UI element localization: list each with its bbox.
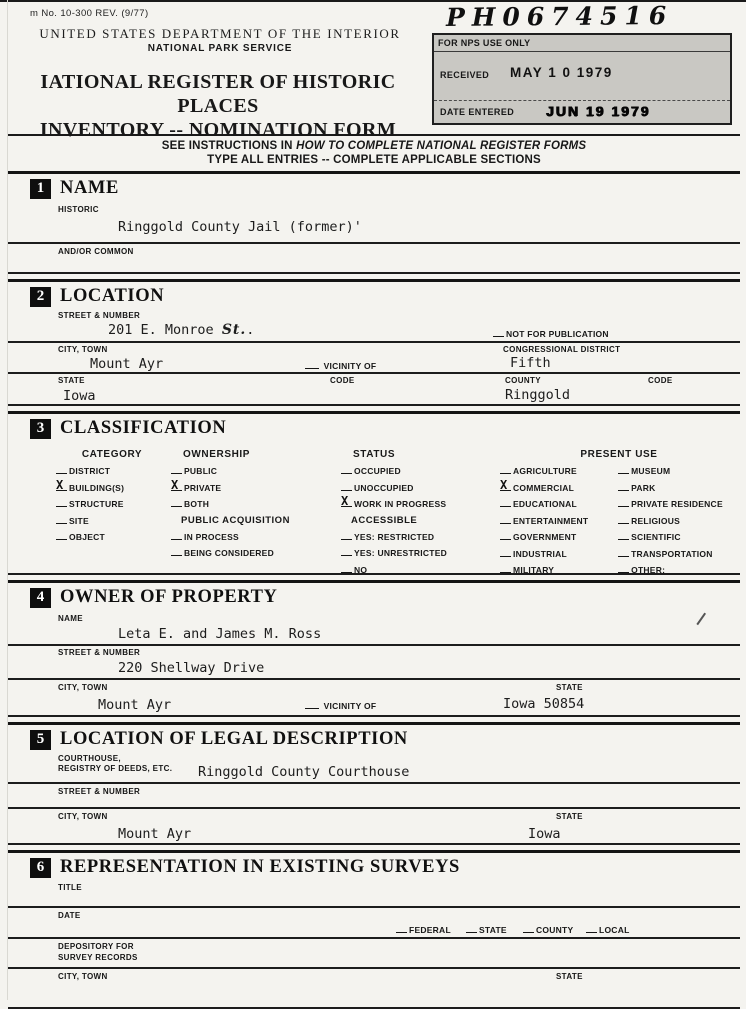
common-name-label: AND/OR COMMON (58, 247, 134, 256)
checkbox-no: NO (341, 564, 491, 575)
checkbox-agriculture: AGRICULTURE (500, 465, 610, 476)
state-value: Iowa (63, 388, 96, 404)
public-acquisition-header: PUBLIC ACQUISITION (181, 514, 290, 526)
checkbox-transportation: TRANSPORTATION (618, 548, 738, 559)
present-use-header: PRESENT USE (580, 449, 658, 460)
section-classification-header (8, 411, 740, 441)
depository-label-line1: DEPOSITORY FOR (58, 942, 134, 951)
city-row (8, 343, 740, 374)
ownership-header: OWNERSHIP (183, 449, 251, 460)
section-number-badge: 5 (30, 730, 51, 750)
section-location-header (8, 279, 740, 309)
owner-name-value: Leta E. and James M. Ross (118, 626, 322, 642)
survey-title-row (8, 880, 740, 908)
city-value: Mount Ayr (90, 356, 164, 372)
vicinity-checkbox: VICINITY OF (305, 360, 376, 371)
checkbox-military: MILITARY (500, 564, 610, 575)
checkbox-both: BOTH (171, 498, 331, 509)
owner-city-row (8, 680, 740, 717)
owner-street-value: 220 Shellway Drive (118, 660, 265, 676)
handwritten-street-suffix: St. (221, 322, 247, 338)
owner-city-label: CITY, TOWN (58, 683, 108, 692)
form-header (8, 0, 740, 141)
status-column (341, 449, 491, 580)
checkbox-being-considered: BEING CONSIDERED (171, 547, 331, 558)
owner-name-label: NAME (58, 614, 83, 623)
form-number: m No. 10-300 REV. (9/77) (30, 8, 149, 19)
section-number-badge: 2 (30, 287, 51, 307)
section-legal-header (8, 722, 740, 752)
received-label: RECEIVED (440, 70, 490, 80)
checkbox-religious: RELIGIOUS (618, 515, 738, 526)
section-legal-description (8, 722, 740, 845)
survey-city-row (8, 969, 740, 1009)
county-label: COUNTY (505, 376, 541, 385)
checkbox-private: X PRIVATE (171, 477, 222, 493)
entered-date-stamp: JUN 19 1979 (546, 103, 651, 119)
street-row (8, 309, 740, 343)
section-number-badge: 3 (30, 419, 51, 439)
checkbox-yes-restricted: YES: RESTRICTED (341, 531, 491, 542)
legal-street-label: STREET & NUMBER (58, 787, 141, 796)
section-title: OWNER OF PROPERTY (60, 587, 278, 607)
owner-state-value: Iowa 50854 (503, 696, 585, 712)
form-title (0, 70, 438, 142)
checkbox-public: PUBLIC (171, 465, 331, 476)
checkbox-state: STATE (466, 924, 507, 935)
nps-use-only-box (432, 33, 732, 125)
section-surveys-header (8, 850, 740, 880)
nomination-form-document (8, 0, 740, 1009)
section-number-badge: 1 (30, 179, 51, 199)
checkbox-district: DISTRICT (56, 465, 168, 476)
owner-city-value: Mount Ayr (98, 697, 172, 713)
code-label: CODE (330, 376, 355, 385)
form-title-line1: IATIONAL REGISTER OF HISTORIC PLACES (40, 71, 396, 117)
checkbox-industrial: INDUSTRIAL (500, 548, 610, 559)
state-county-row (8, 374, 740, 406)
department-line: UNITED STATES DEPARTMENT OF THE INTERIOR (39, 26, 401, 41)
historic-label: HISTORIC (58, 205, 99, 214)
instructions-manual-title: HOW TO COMPLETE NATIONAL REGISTER FORMS (296, 140, 587, 152)
legal-city-label: CITY, TOWN (58, 812, 108, 821)
courthouse-label-line2: REGISTRY OF DEEDS, ETC. (58, 764, 173, 773)
checkbox-work-in-progress: X WORK IN PROGRESS (341, 494, 447, 509)
state-label: STATE (58, 376, 85, 385)
section-owner (8, 580, 740, 717)
checkbox-park: PARK (618, 482, 738, 493)
present-use-subcolumn-1 (500, 465, 610, 581)
congressional-district-label: CONGRESSIONAL DISTRICT (503, 345, 621, 354)
courthouse-label-line1: COURTHOUSE, (58, 754, 121, 763)
legal-state-value: Iowa (528, 826, 561, 842)
survey-date-row (8, 908, 740, 939)
checkbox-object: OBJECT (56, 531, 168, 542)
courthouse-value: Ringgold County Courthouse (198, 764, 410, 780)
street-label: STREET & NUMBER (58, 311, 141, 320)
handwritten-mark (696, 613, 705, 625)
checkbox-other: OTHER: (618, 564, 738, 575)
nps-box-divider-dashed (434, 100, 730, 101)
present-use-column (500, 449, 738, 581)
owner-state-label: STATE (556, 683, 583, 692)
owner-name-row (8, 610, 740, 646)
section-name-header (8, 174, 740, 201)
category-header: CATEGORY (81, 449, 143, 460)
owner-street-label: STREET & NUMBER (58, 648, 141, 657)
section-title: REPRESENTATION IN EXISTING SURVEYS (60, 857, 460, 877)
section-number-badge: 4 (30, 588, 51, 608)
section-title: LOCATION (60, 286, 165, 306)
legal-state-label: STATE (556, 812, 583, 821)
instructions-line2: TYPE ALL ENTRIES -- COMPLETE APPLICABLE SECTIONS (207, 154, 541, 166)
legal-city-value: Mount Ayr (118, 826, 192, 842)
checkbox-structure: STRUCTURE (56, 498, 168, 509)
owner-vicinity-checkbox: VICINITY OF (305, 700, 376, 711)
survey-state-label: STATE (556, 972, 583, 981)
section-classification (8, 411, 740, 575)
section-owner-header (8, 580, 740, 610)
section-title: LOCATION OF LEGAL DESCRIPTION (60, 729, 408, 749)
section-surveys (8, 850, 740, 1009)
section-name (8, 174, 740, 274)
owner-street-row (8, 646, 740, 680)
depository-row (8, 939, 740, 969)
survey-title-label: TITLE (58, 883, 82, 892)
accessible-header: ACCESSIBLE (351, 514, 418, 526)
received-date-stamp: MAY 1 0 1979 (510, 65, 613, 80)
date-entered-label: DATE ENTERED (440, 107, 515, 117)
nps-box-header: FOR NPS USE ONLY (438, 38, 531, 48)
instructions-line1: SEE INSTRUCTIONS IN HOW TO COMPLETE NATIONAL REGISTER FORMS (161, 140, 587, 152)
checkbox-site: SITE (56, 515, 168, 526)
checkbox-scientific: SCIENTIFIC (618, 531, 738, 542)
checkbox-local: LOCAL (586, 924, 630, 935)
form-title-line2: INVENTORY -- NOMINATION FORM (39, 119, 397, 141)
nps-box-divider (434, 51, 730, 52)
agency-line: NATIONAL PARK SERVICE (147, 43, 293, 54)
checkbox-yes-unrestricted: YES: UNRESTRICTED (341, 547, 491, 558)
historic-name-value: Ringgold County Jail (former)' (118, 219, 362, 235)
section-title: NAME (60, 178, 119, 198)
checkbox-educational: EDUCATIONAL (500, 498, 610, 509)
checkbox-entertainment: ENTERTAINMENT (500, 515, 610, 526)
congressional-district-value: Fifth (510, 355, 551, 371)
checkbox-museum: MUSEUM (618, 465, 738, 476)
survey-city-label: CITY, TOWN (58, 972, 108, 981)
status-header: STATUS (353, 449, 396, 460)
historic-name-row (8, 201, 740, 244)
checkbox-occupied: OCCUPIED (341, 465, 491, 476)
category-column (56, 449, 168, 548)
courthouse-row (8, 752, 740, 784)
checkbox-county: COUNTY (523, 924, 573, 935)
checkbox-unoccupied: UNOCCUPIED (341, 482, 491, 493)
checkbox-federal: FEDERAL (396, 924, 451, 935)
classification-grid (8, 441, 740, 575)
checkbox-buildings: X BUILDING(S) (56, 477, 125, 493)
city-label: CITY, TOWN (58, 345, 108, 354)
checkbox-in-process: IN PROCESS (171, 531, 331, 542)
not-for-publication-checkbox: NOT FOR PUBLICATION (493, 328, 609, 339)
section-location (8, 279, 740, 406)
legal-street-row (8, 784, 740, 809)
section-title: CLASSIFICATION (60, 418, 227, 438)
depository-label-line2: SURVEY RECORDS (58, 953, 138, 962)
county-code-label: CODE (648, 376, 673, 385)
handwritten-reference-number: PH0674516 (445, 1, 674, 32)
county-value: Ringgold (505, 387, 571, 403)
checkbox-private-residence: PRIVATE RESIDENCE (618, 498, 738, 509)
section-number-badge: 6 (30, 858, 51, 878)
common-name-row (8, 244, 740, 274)
legal-city-row (8, 809, 740, 845)
ownership-column (171, 449, 331, 564)
present-use-subcolumn-2 (618, 465, 738, 581)
survey-date-label: DATE (58, 911, 81, 920)
checkbox-commercial: X COMMERCIAL (500, 477, 575, 493)
street-value: 201 E. Monroe St.. (108, 322, 255, 338)
checkbox-government: GOVERNMENT (500, 531, 610, 542)
